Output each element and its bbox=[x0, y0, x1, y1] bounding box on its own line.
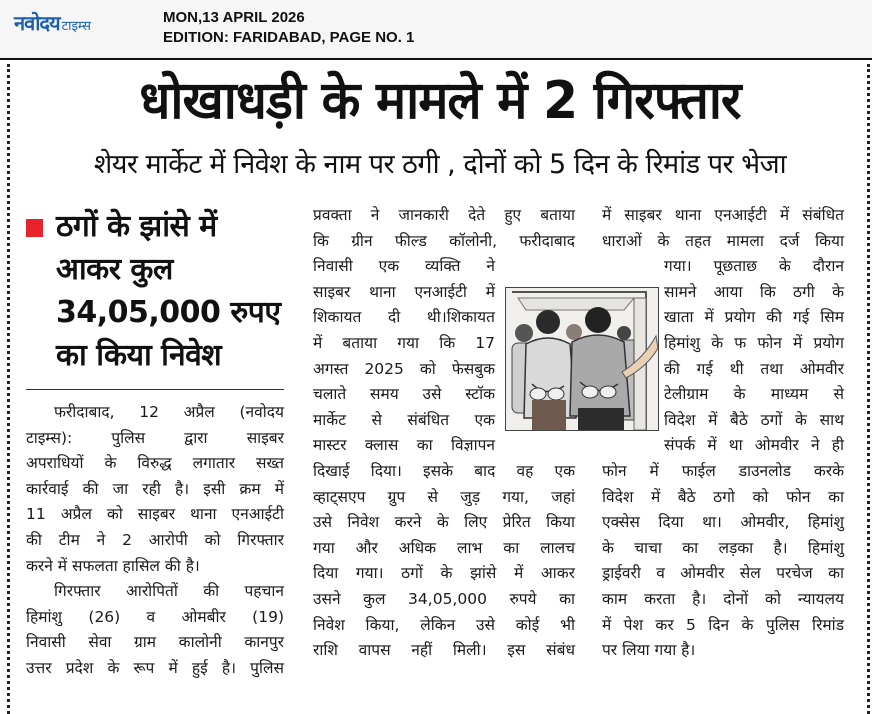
text-line: उत्तर प्रदेश के रूप में हुई है। पुलिस bbox=[26, 658, 284, 677]
text-line: सामने आया कि ठगी के bbox=[664, 282, 844, 301]
text-line: में बताया गया कि 17 bbox=[313, 333, 495, 352]
text-line: कार्रवाई की जा रही है। इसी क्रम में bbox=[26, 479, 284, 498]
text-line: 11 अप्रैल को साइबर थाना एनआईटी bbox=[26, 505, 284, 524]
article-subheadline: शेयर मार्केट में निवेश के नाम पर ठगी , दोनों को 5 दिन के रिमांड पर भेजा bbox=[93, 149, 787, 180]
highlight-box bbox=[26, 205, 284, 377]
text-line: धाराओं के तहत मामला दर्ज किया bbox=[602, 231, 844, 250]
masthead-bar bbox=[0, 0, 872, 60]
highlight-divider bbox=[26, 389, 284, 390]
article-column-3 bbox=[602, 203, 844, 664]
text-line: शिकायत दी थी।शिकायत bbox=[313, 308, 495, 327]
article-column-2 bbox=[313, 203, 575, 664]
text-line: राशि वापस नहीं मिली। इस संबंध bbox=[313, 641, 575, 660]
handcuffed-men-sketch-icon bbox=[506, 288, 658, 430]
text-line: गिरफ्तार आरोपितों की पहचान bbox=[54, 582, 284, 601]
text-line: फोन में फाईल डाउनलोड करके bbox=[602, 461, 844, 480]
highlight-line: आकर कुल bbox=[56, 252, 173, 287]
logo-main-text: नवोदय bbox=[14, 11, 60, 35]
text-line: संपर्क में था ओमवीर ने ही bbox=[664, 436, 844, 455]
text-line: गया और अधिक लाभ का लालच bbox=[313, 538, 575, 557]
text-line: में पेश कर 5 दिन के पुलिस रिमांड bbox=[602, 615, 844, 634]
logo-sub-text: टाइम्स bbox=[61, 19, 91, 34]
text-line: अपराधियों के विरुद्ध लगातार सख्त bbox=[26, 454, 284, 473]
edition-info bbox=[163, 8, 414, 48]
arrest-illustration bbox=[505, 287, 659, 431]
highlight-line: 34,05,000 रुपए bbox=[56, 295, 281, 330]
text-line: हिमांशु (26) व ओमबीर (19) bbox=[26, 607, 284, 626]
text-line: एक्सेस दिया था। ओमवीर, हिमांशु bbox=[602, 513, 844, 532]
red-square-bullet-icon bbox=[26, 219, 43, 237]
text-line: उसने कुल 34,05,000 रुपये का bbox=[313, 589, 575, 608]
edition-page: EDITION: FARIDABAD, PAGE NO. 1 bbox=[163, 29, 415, 46]
text-line: खाता में प्रयोग की गई सिम bbox=[664, 308, 844, 327]
text-line: निवासी सेवा ग्राम कालोनी कानपुर bbox=[26, 633, 284, 652]
text-line: में साइबर थाना एनआईटी में संबंधित bbox=[602, 206, 844, 224]
text-line: प्रवक्ता ने जानकारी देते हुए बताया bbox=[313, 206, 575, 224]
newspaper-logo bbox=[14, 9, 91, 36]
text-line: की टीम ने 2 आरोपी को गिरफ्तार bbox=[26, 530, 284, 549]
text-line: ड्राईवरी व ओमवीर सेल परचेज का bbox=[602, 564, 844, 583]
text-line: साइबर थाना एनआईटी में bbox=[313, 282, 495, 301]
text-line: कि ग्रीन फील्ड कॉलोनी, फरीदाबाद bbox=[313, 231, 575, 250]
article-page bbox=[0, 60, 872, 714]
dotted-border-right bbox=[867, 64, 870, 714]
highlight-line: ठगों के झांसे में bbox=[56, 209, 217, 244]
text-line: की गई थी तथा ओमवीर bbox=[664, 359, 844, 378]
text-line: के चाचा का लड़का है। हिमांशु bbox=[602, 538, 844, 557]
text-line: अगस्त 2025 को फेसबुक bbox=[313, 359, 495, 378]
text-line: चलाते समय उसे स्टॉक bbox=[313, 385, 495, 404]
text-line: मास्टर क्लास का विज्ञापन bbox=[313, 436, 495, 455]
text-line: गया। पूछताछ के दौरान bbox=[664, 257, 844, 276]
text-line: विदेश में बैठे ठगो को फोन का bbox=[602, 487, 844, 506]
text-line: काम करता है। दोनों को न्यायलय bbox=[602, 589, 844, 608]
publication-date: MON,13 APRIL 2026 bbox=[163, 9, 305, 26]
dotted-border-left bbox=[7, 64, 10, 714]
text-line: मार्केट से संबंधित एक bbox=[313, 410, 495, 429]
text-line: दिखाई दिया। इसके बाद वह एक bbox=[313, 461, 575, 480]
text-line: हिमांशु के फ फोन में प्रयोग bbox=[664, 333, 844, 352]
text-line: करने में सफलता हासिल की है। bbox=[26, 556, 200, 575]
text-line: निवासी एक व्यक्ति ने bbox=[313, 257, 495, 276]
text-line: उसे निवेश करने के लिए प्रेरित किया bbox=[313, 513, 575, 532]
article-column-1 bbox=[26, 203, 284, 682]
article-headline: धोखाधड़ी के मामले में 2 गिरफ्तार bbox=[139, 71, 741, 131]
text-line: पर लिया गया है। bbox=[602, 641, 696, 660]
text-line: विदेश में बैठे ठगों के साथ bbox=[664, 410, 844, 429]
body-text bbox=[26, 400, 284, 682]
text-line: टेलीग्राम के माध्यम से bbox=[664, 385, 844, 404]
highlight-line: का किया निवेश bbox=[56, 338, 222, 373]
text-line: व्हाट्सएप ग्रुप से जुड़ गया, जहां bbox=[313, 487, 575, 506]
text-line: दिया गया। ठगों के झांसे में आकर bbox=[313, 564, 575, 583]
text-line: निवेश किया, लेकिन उसे कोई भी bbox=[313, 615, 575, 634]
text-line: फरीदाबाद, 12 अप्रैल (नवोदय bbox=[54, 403, 284, 421]
text-line: टाइम्स): पुलिस द्वारा साइबर bbox=[26, 428, 284, 447]
